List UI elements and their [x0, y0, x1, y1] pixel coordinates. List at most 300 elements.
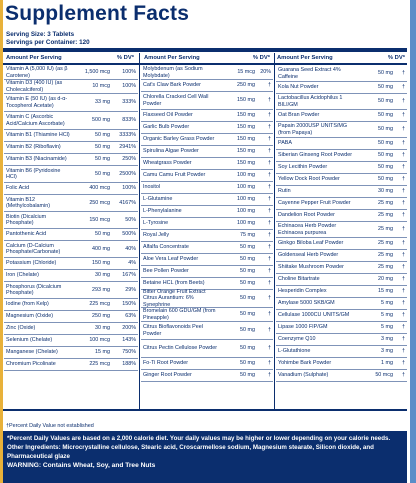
- nutrient-amount: 50 mg: [240, 280, 255, 287]
- nutrient-row: [4, 166, 138, 183]
- nutrient-row: [276, 262, 407, 274]
- nutrient-row: [141, 278, 273, 290]
- nutrient-dv: †: [402, 188, 405, 195]
- nutrient-row: [4, 183, 138, 195]
- nutrient-name: Coenzyme Q10: [278, 336, 316, 343]
- nutrient-dv: †: [268, 148, 271, 155]
- nutrient-dv: †: [402, 112, 405, 119]
- nutrient-row: [276, 298, 407, 310]
- nutrient-dv: 50%: [125, 216, 136, 223]
- nutrient-amount: 30 mg: [95, 272, 110, 279]
- nutrient-dv: †: [402, 240, 405, 247]
- nutrient-name: Citrus Bioflavonoids Peel Powder: [143, 324, 203, 337]
- nutrient-row: [141, 290, 273, 308]
- nutrient-dv: †: [268, 244, 271, 251]
- nutrient-row: [4, 94, 138, 112]
- nutrient-dv: 4%: [128, 260, 136, 267]
- nutrient-row: [4, 212, 138, 229]
- nutrient-name: L-Tyrosine: [143, 220, 169, 227]
- col2-header-dv: % DV*: [252, 55, 270, 61]
- nutrient-name: Wheatgrass Powder: [143, 160, 192, 167]
- nutrient-dv: †: [402, 126, 405, 133]
- nutrient-amount: 100 mg: [237, 196, 255, 203]
- nutrient-amount: 1 mg: [381, 360, 393, 367]
- nutrient-amount: 25 mg: [378, 212, 393, 219]
- dv-not-established-note: †Percent Daily Value not established: [6, 423, 94, 429]
- nutrient-amount: 50 mg: [378, 112, 393, 119]
- right-edge-accent: [410, 0, 416, 483]
- nutrient-amount: 50 mg: [240, 244, 255, 251]
- nutrient-name: Vitamin B1 (Thiamine HCl): [6, 132, 70, 139]
- nutrient-dv: †: [268, 311, 271, 318]
- nutrient-dv: †: [402, 84, 405, 91]
- col3-header-dv: % DV*: [387, 55, 405, 61]
- nutrient-name: Bromelain 600 GDU/GM (from Pineapple): [143, 308, 216, 321]
- nutrient-row: [276, 162, 407, 174]
- nutrient-dv: †: [268, 184, 271, 191]
- nutrient-amount: 150 mg: [237, 160, 255, 167]
- nutrient-amount: 3 mg: [381, 348, 393, 355]
- nutrient-row: [141, 358, 273, 370]
- nutrient-amount: 10 mcg: [92, 83, 110, 90]
- col1-header: [6, 53, 134, 63]
- nutrient-amount: 100 mcg: [89, 337, 110, 344]
- nutrient-name: Vitamin A (5,000 IU) (as β Carotene): [6, 66, 68, 79]
- nutrient-name: Vitamin C (Ascorbic Acid/Calcium Ascorbate): [6, 114, 65, 127]
- nutrient-dv: 100%: [122, 185, 136, 192]
- nutrient-amount: 250 mg: [92, 313, 110, 320]
- nutrient-dv: †: [402, 200, 405, 207]
- nutrient-dv: †: [402, 288, 405, 295]
- nutrient-amount: 15 mcg: [237, 69, 255, 76]
- nutrient-row: [276, 334, 407, 346]
- nutrient-dv: 20%: [260, 69, 271, 76]
- nutrient-row: [276, 198, 407, 210]
- nutrient-amount: 5 mg: [381, 324, 393, 331]
- nutrient-name: Flaxseed Oil Powder: [143, 112, 193, 119]
- nutrient-name: Ginger Root Powder: [143, 372, 192, 379]
- nutrient-row: [276, 274, 407, 286]
- nutrient-dv: †: [402, 70, 405, 77]
- nutrient-dv: †: [268, 327, 271, 334]
- nutrient-amount: 50 mcg: [375, 372, 393, 379]
- column-divider: [139, 53, 140, 409]
- nutrient-dv: †: [268, 268, 271, 275]
- nutrient-amount: 50 mg: [240, 295, 255, 302]
- nutrient-name: L-Phenylalanine: [143, 208, 182, 215]
- nutrient-name: Phosphorus (Dicalcium Phosphate): [6, 283, 62, 296]
- nutrient-dv: †: [268, 172, 271, 179]
- nutrient-amount: 400 mg: [92, 245, 110, 252]
- nutrient-name: Lactobacillus Acidophilus 1 BILI/GM: [278, 95, 343, 108]
- nutrient-amount: 50 mg: [240, 372, 255, 379]
- nutrient-amount: 5 mg: [381, 300, 393, 307]
- nutrient-name: Camu Camu Fruit Powder: [143, 172, 206, 179]
- bottom-rule: [3, 409, 407, 411]
- nutrient-name: Vitamin B2 (Riboflavin): [6, 144, 61, 151]
- nutrient-row: [276, 66, 407, 82]
- nutrient-amount: 15 mg: [378, 288, 393, 295]
- nutrient-amount: 150 mg: [237, 112, 255, 119]
- nutrient-row: [4, 299, 138, 311]
- nutrient-name: Iodine (from Kelp): [6, 301, 49, 308]
- nutrient-amount: 150 mg: [237, 148, 255, 155]
- nutrient-name: Bee Pollen Powder: [143, 268, 189, 275]
- nutrient-row: [141, 122, 273, 134]
- col3-list: [276, 66, 407, 382]
- nutrient-dv: †: [268, 160, 271, 167]
- nutrient-dv: †: [402, 324, 405, 331]
- nutrient-name: Kola Nut Powder: [278, 84, 319, 91]
- nutrient-row: [276, 222, 407, 238]
- nutrient-name: Vitamin B12 (Methylcobalamin): [6, 196, 51, 209]
- nutrient-name: Choline Bitartrate: [278, 276, 320, 283]
- nutrient-name: Biotin (Dicalcium Phosphate): [6, 213, 47, 226]
- nutrient-name: Lipase 1000 FIP/GM: [278, 324, 328, 331]
- nutrient-dv: †: [402, 264, 405, 271]
- footer-band: [3, 431, 407, 483]
- nutrient-row: [276, 186, 407, 198]
- nutrient-amount: 50 mg: [378, 152, 393, 159]
- nutrient-dv: 500%: [122, 231, 136, 238]
- nutrient-name: Amylase 5000 SKB/GM: [278, 300, 335, 307]
- nutrient-row: [276, 370, 407, 382]
- nutrient-dv: †: [402, 276, 405, 283]
- nutrient-name: Selenium (Chelate): [6, 337, 53, 344]
- nutrient-amount: 15 mg: [95, 349, 110, 356]
- nutrient-row: [141, 158, 273, 170]
- nutrient-row: [4, 347, 138, 359]
- nutrient-amount: 500 mg: [92, 117, 110, 124]
- nutrient-row: [141, 340, 273, 358]
- nutrient-row: [4, 229, 138, 241]
- nutrient-row: [141, 92, 273, 110]
- nutrient-dv: †: [402, 212, 405, 219]
- nutrient-name: Garlic Bulb Powder: [143, 124, 190, 131]
- nutrient-name: Yohimbe Bark Powder: [278, 360, 332, 367]
- dv-footnote: *Percent Daily Values are based on a 2,000 calorie diet. Your daily values may be higher or lower depending on your calorie needs.: [7, 435, 391, 442]
- nutrient-amount: 50 mg: [378, 176, 393, 183]
- nutrient-dv: 29%: [125, 286, 136, 293]
- nutrient-dv: †: [402, 176, 405, 183]
- nutrient-row: [276, 138, 407, 150]
- servings-per-container: Servings per Container: 120: [6, 39, 90, 46]
- nutrient-amount: 20 mg: [378, 276, 393, 283]
- col3-header-amount: Amount Per Serving: [277, 55, 333, 61]
- nutrient-dv: 167%: [122, 272, 136, 279]
- col1-header-amount: Amount Per Serving: [6, 55, 62, 61]
- nutrient-dv: 250%: [122, 156, 136, 163]
- nutrient-name: Shiitake Mushroom Powder: [278, 264, 344, 271]
- nutrient-name: Hesperidin Complex: [278, 288, 327, 295]
- nutrient-row: [276, 122, 407, 138]
- nutrient-name: Vitamin B3 (Niacinamide): [6, 156, 67, 163]
- nutrient-amount: 50 mg: [95, 144, 110, 151]
- nutrient-dv: †: [402, 226, 405, 233]
- nutrient-row: [141, 206, 273, 218]
- nutrient-row: [276, 210, 407, 222]
- nutrient-amount: 50 mg: [240, 360, 255, 367]
- nutrient-dv: 2941%: [119, 144, 136, 151]
- nutrient-dv: 188%: [122, 361, 136, 368]
- nutrient-row: [141, 242, 273, 254]
- nutrient-dv: †: [268, 372, 271, 379]
- nutrient-row: [141, 134, 273, 146]
- nutrient-dv: 750%: [122, 349, 136, 356]
- nutrient-dv: †: [402, 348, 405, 355]
- nutrient-row: [141, 254, 273, 266]
- nutrient-row: [276, 110, 407, 122]
- nutrient-name: Yellow Dock Root Powder: [278, 176, 340, 183]
- nutrient-row: [141, 218, 273, 230]
- nutrient-amount: 100 mg: [237, 220, 255, 227]
- nutrient-amount: 25 mg: [378, 264, 393, 271]
- nutrient-amount: 250 mg: [237, 82, 255, 89]
- nutrient-row: [141, 80, 273, 92]
- nutrient-row: [4, 130, 138, 142]
- nutrient-row: [4, 258, 138, 270]
- top-rule: [3, 48, 407, 52]
- nutrient-row: [4, 270, 138, 282]
- nutrient-name: Papain 2000USP UNITS/MG (from Papaya): [278, 123, 348, 136]
- nutrient-dv: †: [268, 232, 271, 239]
- nutrient-name: Inositol: [143, 184, 161, 191]
- nutrient-amount: 50 mg: [240, 327, 255, 334]
- nutrient-amount: 100 mg: [237, 172, 255, 179]
- nutrient-amount: 50 mg: [240, 345, 255, 352]
- nutrient-row: [276, 322, 407, 334]
- nutrient-row: [4, 195, 138, 212]
- nutrient-row: [276, 358, 407, 370]
- nutrient-name: Potassium (Chloride): [6, 260, 57, 267]
- nutrient-amount: 1,500 mcg: [84, 69, 110, 76]
- nutrient-amount: 150 mg: [92, 260, 110, 267]
- nutrient-dv: 200%: [122, 325, 136, 332]
- nutrient-amount: 25 mg: [378, 252, 393, 259]
- nutrient-row: [141, 266, 273, 278]
- nutrient-name: Chlorella Cracked Cell Wall Powder: [143, 94, 209, 107]
- nutrient-dv: †: [402, 252, 405, 259]
- nutrient-dv: †: [268, 256, 271, 263]
- nutrient-dv: †: [268, 280, 271, 287]
- column-divider: [274, 53, 275, 409]
- nutrient-name: Pantothenic Acid: [6, 231, 47, 238]
- nutrient-dv: †: [402, 300, 405, 307]
- nutrient-amount: 3 mg: [381, 336, 393, 343]
- nutrient-row: [4, 142, 138, 154]
- col3-header: [277, 53, 405, 63]
- nutrient-name: PABA: [278, 140, 292, 147]
- nutrient-name: Fo-Ti Root Powder: [143, 360, 189, 367]
- nutrient-amount: 50 mg: [240, 268, 255, 275]
- nutrient-dv: †: [402, 336, 405, 343]
- nutrient-amount: 225 mcg: [89, 301, 110, 308]
- nutrient-amount: 75 mg: [240, 232, 255, 239]
- nutrient-amount: 50 mg: [378, 126, 393, 133]
- nutrient-name: Folic Acid: [6, 185, 30, 192]
- nutrient-amount: 50 mg: [378, 164, 393, 171]
- nutrient-dv: †: [402, 98, 405, 105]
- nutrient-row: [276, 286, 407, 298]
- col1-list: [4, 66, 138, 371]
- nutrient-amount: 250 mcg: [89, 199, 110, 206]
- nutrient-name: Soy Lecithin Powder: [278, 164, 328, 171]
- nutrient-name: L-Glutathione: [278, 348, 311, 355]
- nutrient-name: Citrus Pectin Cellulose Powder: [143, 345, 217, 352]
- nutrient-dv: †: [402, 312, 405, 319]
- nutrient-dv: †: [268, 208, 271, 215]
- nutrient-name: Guarana Seed Extract 4% Caffeine: [278, 67, 341, 80]
- allergen-warning: WARNING: Contains Wheat, Soy, and Tree Nuts: [7, 462, 156, 469]
- nutrient-row: [4, 323, 138, 335]
- nutrient-dv: 3333%: [119, 132, 136, 139]
- nutrient-dv: †: [268, 136, 271, 143]
- nutrient-amount: 150 mcg: [89, 216, 110, 223]
- nutrient-dv: †: [268, 82, 271, 89]
- nutrient-name: Royal Jelly: [143, 232, 170, 239]
- nutrient-row: [4, 154, 138, 166]
- nutrient-dv: †: [402, 372, 405, 379]
- nutrient-dv: 100%: [122, 69, 136, 76]
- nutrient-dv: †: [402, 140, 405, 147]
- nutrient-dv: 40%: [125, 245, 136, 252]
- nutrient-amount: 25 mg: [378, 200, 393, 207]
- nutrient-amount: 25 mg: [378, 226, 393, 233]
- nutrient-row: [4, 112, 138, 130]
- other-ingredients: Other Ingredients: Microcrystalline cellulose, Stearic acid, Croscarmellose sodium, Magnesium stearate, Silicon dioxide, and Pharmaceutical glaze: [7, 444, 374, 460]
- nutrient-row: [276, 174, 407, 186]
- nutrient-name: Echinacea Herb Powder Echinacea purpurea: [278, 223, 337, 236]
- header-rule: [3, 63, 407, 65]
- nutrient-name: Vitamin D3 (400 IU) (as Cholecalciferol): [6, 80, 63, 93]
- nutrient-amount: 293 mg: [92, 286, 110, 293]
- nutrient-name: Goldenseal Herb Powder: [278, 252, 339, 259]
- nutrient-dv: 4167%: [119, 199, 136, 206]
- nutrient-amount: 225 mcg: [89, 361, 110, 368]
- nutrient-amount: 150 mg: [237, 136, 255, 143]
- nutrient-row: [4, 335, 138, 347]
- nutrient-row: [141, 170, 273, 182]
- nutrient-row: [141, 308, 273, 322]
- page-title: Supplement Facts: [5, 2, 190, 25]
- nutrient-dv: †: [268, 360, 271, 367]
- nutrient-amount: 5 mg: [381, 312, 393, 319]
- nutrient-dv: †: [402, 360, 405, 367]
- nutrient-name: Cat's Claw Bark Powder: [143, 82, 201, 89]
- nutrient-name: Manganese (Chelate): [6, 349, 58, 356]
- nutrient-name: Chromium Picolinate: [6, 361, 56, 368]
- col2-header: [144, 53, 270, 63]
- nutrient-row: [141, 66, 273, 80]
- nutrient-row: [141, 146, 273, 158]
- nutrient-row: [276, 346, 407, 358]
- col2-list: [141, 66, 273, 382]
- nutrient-amount: 30 mg: [378, 188, 393, 195]
- nutrient-dv: †: [268, 295, 271, 302]
- nutrient-dv: †: [402, 164, 405, 171]
- nutrient-dv: 833%: [122, 117, 136, 124]
- serving-size: Serving Size: 3 Tablets: [6, 31, 75, 38]
- nutrient-dv: 63%: [125, 313, 136, 320]
- nutrient-amount: 50 mg: [240, 311, 255, 318]
- nutrient-name: Bitter Orange Fruit Extract Citrus Aurantium: 6% Synephrine: [143, 289, 206, 308]
- nutrient-amount: 100 mg: [237, 184, 255, 191]
- nutrient-name: Zinc (Oxide): [6, 325, 36, 332]
- nutrient-dv: 2500%: [119, 170, 136, 177]
- nutrient-name: L-Glutamine: [143, 196, 173, 203]
- nutrient-name: Oat Bran Powder: [278, 112, 320, 119]
- nutrient-row: [141, 370, 273, 382]
- nutrient-name: Vitamin B6 (Pyridoxine HCl): [6, 167, 61, 180]
- nutrient-row: [4, 66, 138, 80]
- nutrient-name: Betaine HCL (from Beets): [143, 280, 205, 287]
- nutrient-name: Molybdenum (as Sodium Molybdate): [143, 66, 203, 79]
- col1-header-dv: % DV*: [116, 55, 134, 61]
- nutrient-dv: †: [268, 112, 271, 119]
- nutrient-dv: †: [268, 196, 271, 203]
- nutrient-dv: 100%: [122, 83, 136, 90]
- nutrient-amount: 100 mg: [237, 208, 255, 215]
- nutrient-row: [141, 110, 273, 122]
- nutrient-row: [4, 282, 138, 299]
- nutrient-name: Iron (Chelate): [6, 272, 39, 279]
- nutrient-name: Vitamin E (50 IU) (as d-α-Tocopherol Acetate): [6, 96, 68, 109]
- nutrient-name: Ginkgo Biloba Leaf Powder: [278, 240, 344, 247]
- nutrient-name: Aloe Vera Leaf Powder: [143, 256, 199, 263]
- nutrient-row: [276, 238, 407, 250]
- nutrient-amount: 400 mcg: [89, 185, 110, 192]
- nutrient-amount: 50 mg: [95, 156, 110, 163]
- nutrient-name: Organic Barley Grass Powder: [143, 136, 215, 143]
- nutrient-row: [4, 311, 138, 323]
- nutrient-row: [276, 82, 407, 94]
- nutrient-row: [276, 150, 407, 162]
- nutrient-dv: †: [268, 220, 271, 227]
- nutrient-dv: †: [268, 97, 271, 104]
- nutrient-name: Cellulase 1000CU UNITS/GM: [278, 312, 350, 319]
- nutrient-name: Calcium (D-Calcium Phosphate/Carbonate): [6, 242, 61, 255]
- nutrient-name: Spirulina Algae Powder: [143, 148, 199, 155]
- nutrient-name: Rutin: [278, 188, 291, 195]
- nutrient-row: [4, 80, 138, 94]
- nutrient-row: [276, 310, 407, 322]
- nutrient-amount: 50 mg: [378, 70, 393, 77]
- nutrient-name: Alfalfa Concentrate: [143, 244, 189, 251]
- nutrient-dv: 150%: [122, 301, 136, 308]
- nutrient-name: Siberian Ginseng Root Powder: [278, 152, 353, 159]
- col2-header-amount: Amount Per Serving: [144, 55, 200, 61]
- nutrient-row: [4, 359, 138, 371]
- nutrient-amount: 25 mg: [378, 240, 393, 247]
- nutrient-amount: 50 mg: [95, 132, 110, 139]
- nutrient-name: Cayenne Pepper Fruit Powder: [278, 200, 351, 207]
- nutrient-amount: 50 mg: [378, 98, 393, 105]
- nutrient-row: [4, 241, 138, 258]
- nutrient-dv: †: [402, 152, 405, 159]
- nutrient-row: [141, 230, 273, 242]
- nutrient-amount: 50 mg: [378, 84, 393, 91]
- nutrient-amount: 50 mg: [378, 140, 393, 147]
- nutrient-amount: 50 mg: [95, 231, 110, 238]
- nutrient-row: [141, 322, 273, 340]
- nutrient-name: Magnesium (Oxide): [6, 313, 54, 320]
- nutrient-row: [141, 182, 273, 194]
- nutrient-amount: 33 mg: [95, 99, 110, 106]
- nutrient-dv: †: [268, 124, 271, 131]
- nutrient-dv: †: [268, 345, 271, 352]
- nutrient-amount: 50 mg: [95, 170, 110, 177]
- nutrient-name: Dandelion Root Powder: [278, 212, 335, 219]
